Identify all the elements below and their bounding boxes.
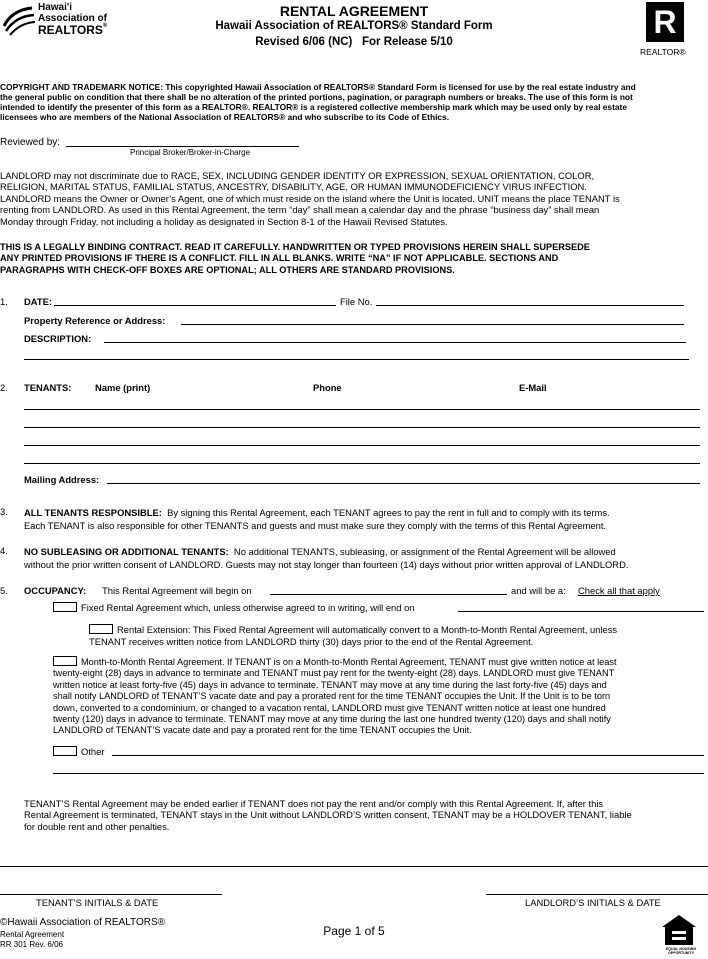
month-to-month-line: written notice at least forty-five (45) days in advance to terminate. TENANT may move at any time during the last forty-five (45) days and	[53, 679, 607, 690]
reviewed-by-label: Reviewed by:	[0, 137, 61, 148]
footer-form-name: Rental Agreement	[0, 930, 65, 939]
intro-line: Monday through Friday, not including a holiday as designated in Section 8-1 of the Hawaii Revised Statutes.	[0, 215, 448, 227]
section-4-text	[24, 545, 704, 571]
page-title: RENTAL AGREEMENT	[279, 3, 429, 19]
fixed-agreement-checkbox[interactable]	[53, 602, 77, 612]
other-field-line-2[interactable]	[53, 773, 704, 774]
month-to-month-line: down, converted to a condominium, or changed to a vacation rental, LANDLORD must give TENANT written notice at least one hundred	[53, 702, 606, 713]
section-3-title: ALL TENANTS RESPONSIBLE:	[24, 507, 162, 518]
landlord-initials-field[interactable]	[486, 894, 708, 895]
file-no-label: File No.	[340, 296, 373, 307]
logo-text-line1: Hawai'i	[38, 2, 73, 13]
logo-text-line2: Association of	[38, 13, 107, 24]
phone-column-label: Phone	[313, 382, 342, 393]
other-field[interactable]	[112, 755, 704, 756]
description-field[interactable]	[104, 342, 686, 343]
revision-line: Revised 6/06 (NC) For Release 5/10	[255, 36, 453, 48]
section-4-line: No additional TENANTS, subleasing, or assignment of the Rental Agreement will be allowed	[233, 546, 616, 557]
other-checkbox[interactable]	[53, 746, 77, 756]
description-label: DESCRIPTION:	[24, 333, 92, 344]
termination-line: TENANT’S Rental Agreement may be ended earlier if TENANT does not pay the rent and/or comply with this Rental Agreement. If, after this	[24, 798, 604, 809]
footer-copyright: ©Hawaii Association of REALTORS®	[0, 917, 165, 928]
property-address-field[interactable]	[181, 324, 684, 325]
tenant-initials-label: TENANT’S INITIALS & DATE	[36, 897, 159, 908]
date-label: DATE:	[24, 296, 52, 307]
termination-paragraph	[24, 798, 708, 832]
month-to-month-line: shall notify LANDLORD of TENANT’S vacate date and pay a prorated rent for the time TENANT occupies the Unit. If the Unit is to be torn	[53, 691, 611, 702]
file-no-field[interactable]	[376, 305, 684, 306]
copyright-line: licensees who are members of the National Association of REALTORS® and who subscribe to its Code of Ethics.	[0, 112, 450, 122]
tenant-row-4-field[interactable]	[24, 463, 700, 464]
date-field[interactable]	[54, 305, 336, 306]
landlord-initials-label: LANDLORD’S INITIALS & DATE	[525, 897, 661, 908]
realtor-word: REALTOR®	[640, 47, 686, 57]
intro-line: LANDLORD may not discriminate due to RACE, SEX, INCLUDING GENDER IDENTITY OR EXPRESSION, SEXUAL ORIENTATION, COLOR,	[0, 170, 595, 181]
termination-line: Rental Agreement is terminated, TENANT stays in the Unit without LANDLORD’S written consent, TENANT may be a HOLDOVER TENANT, liable	[24, 809, 632, 821]
section-5-number: 5.	[0, 585, 8, 596]
intro-line: RELIGION, MARITAL STATUS, FAMILIAL STATUS, ANCESTRY, DISABILITY, AGE, OR HUMAN IMMUNODEFICIENCY VIRUS INFECTION.	[0, 181, 587, 193]
section-3-text	[24, 506, 704, 532]
section-3-line: Each TENANT is also responsible for other TENANTS and guests and must make sure they comply with the terms of this Rental Agreement.	[24, 520, 607, 531]
footer-divider	[0, 866, 708, 867]
binding-contract-notice	[0, 242, 700, 276]
other-label: Other	[81, 746, 105, 757]
intro-line: LANDLORD means the Owner or Owner’s Agent, one of which must reside on the island where the Unit is located. UNIT means the place TENANT is	[0, 192, 620, 204]
email-column-label: E-Mail	[519, 382, 547, 393]
copyright-line: intended to identify the presenter of this form as a REALTOR®. REALTOR® is a registered collective membership mark which may be used only by real estate	[0, 102, 627, 112]
month-to-month-line: LANDLORD of TENANT’S vacate date and pay a prorated rent for the time TENANT occupies the Unit.	[53, 725, 472, 736]
occupancy-begin-text: This Rental Agreement will begin on	[102, 585, 252, 596]
binding-line: THIS IS A LEGALLY BINDING CONTRACT. READ IT CAREFULLY. HANDWRITTEN OR TYPED PROVISIONS HEREIN SHALL SUPERSEDE	[0, 242, 590, 252]
rental-extension-checkbox[interactable]	[89, 624, 113, 634]
copyright-notice	[0, 82, 700, 122]
equal-housing-text: EQUAL HOUSING OPPORTUNITY	[665, 947, 697, 956]
property-address-label: Property Reference or Address:	[24, 315, 166, 326]
section-1-number: 1.	[0, 296, 8, 307]
section-4-line: without the prior written consent of LANDLORD. Guests may not stay longer than fourteen (14) days without prior written approval of LANDLORD.	[24, 559, 629, 570]
occupancy-begin-field[interactable]	[270, 594, 507, 595]
fixed-end-date-field[interactable]	[458, 611, 704, 612]
rental-extension-label: Rental Extension: This Fixed Rental Agreement will automatically convert to a Month-to-Month Rental Agreement, unless	[117, 624, 618, 635]
tenant-row-2-field[interactable]	[24, 427, 700, 428]
house-icon	[660, 914, 698, 946]
tenant-row-1-field[interactable]	[24, 409, 700, 410]
realtor-logo	[640, 2, 696, 60]
intro-line: renting from LANDLORD. As used in this Rental Agreement, the term “day” shall mean a calendar day and the phrase “business day” shall mean	[0, 204, 600, 216]
mailing-address-label: Mailing Address:	[24, 474, 100, 485]
copyright-line: COPYRIGHT AND TRADEMARK NOTICE: This copyrighted Hawaii Association of REALTORS® Standard Form is licensed for use by the real estate industry and	[0, 82, 636, 92]
occupancy-will-be-text: and will be a:	[511, 585, 566, 596]
section-2-number: 2.	[0, 382, 8, 393]
tenants-label: TENANTS:	[24, 382, 72, 393]
page-subtitle: Hawaii Association of REALTORS® Standard Form	[215, 20, 493, 32]
month-to-month-option	[53, 656, 705, 737]
month-to-month-label: Month-to-Month Rental Agreement. If TENANT is on a Month-to-Month Rental Agreement, TENANT must give written notice at least	[81, 657, 617, 667]
binding-line: PARAGRAPHS WITH CHECK-OFF BOXES ARE OPTIONAL; ALL OTHERS ARE STANDARD PROVISIONS.	[0, 264, 455, 275]
equal-housing-logo	[656, 914, 706, 958]
tenant-row-3-field[interactable]	[24, 445, 700, 446]
other-option	[53, 746, 104, 757]
fixed-agreement-option	[53, 602, 415, 613]
footer-form-rev: RR 301 Rev. 6/06	[0, 940, 63, 949]
mailing-address-field[interactable]	[107, 483, 700, 484]
section-4-number: 4.	[0, 545, 8, 556]
intro-paragraph	[0, 170, 700, 227]
reviewed-by-field[interactable]	[66, 146, 299, 147]
section-4-title: NO SUBLEASING OR ADDITIONAL TENANTS:	[24, 546, 229, 557]
page-number: Page 1 of 5	[323, 924, 385, 938]
month-to-month-checkbox[interactable]	[53, 656, 77, 666]
section-3-number: 3.	[0, 506, 8, 517]
fixed-agreement-label: Fixed Rental Agreement which, unless otherwise agreed to in writing, will end on	[81, 602, 415, 613]
name-column-label: Name (print)	[95, 382, 151, 393]
occupancy-title: OCCUPANCY:	[24, 585, 87, 596]
section-3-line: By signing this Rental Agreement, each TENANT agrees to pay the rent in full and to comply with its terms.	[167, 507, 610, 518]
binding-line: ANY PRINTED PROVISIONS IF THERE IS A CONFLICT. FILL IN ALL BLANKS. WRITE “NA” IF NOT APPLICABLE. SECTIONS AND	[0, 253, 559, 264]
month-to-month-line: twenty-eight (28) days in advance to terminate and TENANT must pay rent for the twenty-eight (28) days. LANDLORD must give TENANT	[53, 668, 615, 679]
termination-line: for double rent and other penalties.	[24, 820, 170, 832]
logo-text-line3: REALTORS®	[38, 23, 108, 37]
reviewed-by-caption: Principal Broker/Broker-in-Charge	[130, 148, 251, 157]
description-field-line-2[interactable]	[24, 359, 689, 360]
rental-extension-option	[89, 624, 704, 648]
rental-extension-line: TENANT receives written notice from LANDLORD thirty (30) days prior to the end of the Rental Agreement.	[89, 636, 534, 647]
realtor-block-icon: R	[646, 2, 684, 42]
month-to-month-line: twenty (120) days in advance to terminate. TENANT may move at any time during the last one hundred twenty (120) days and shall notify	[53, 714, 611, 725]
check-all-apply-text: Check all that apply	[578, 585, 660, 596]
copyright-line: the general public on condition that there shall be no alteration of the printed portions, pagination, or paragraph numbers or breaks. The use of this form is not	[0, 92, 633, 102]
tenant-initials-field[interactable]	[0, 894, 222, 895]
